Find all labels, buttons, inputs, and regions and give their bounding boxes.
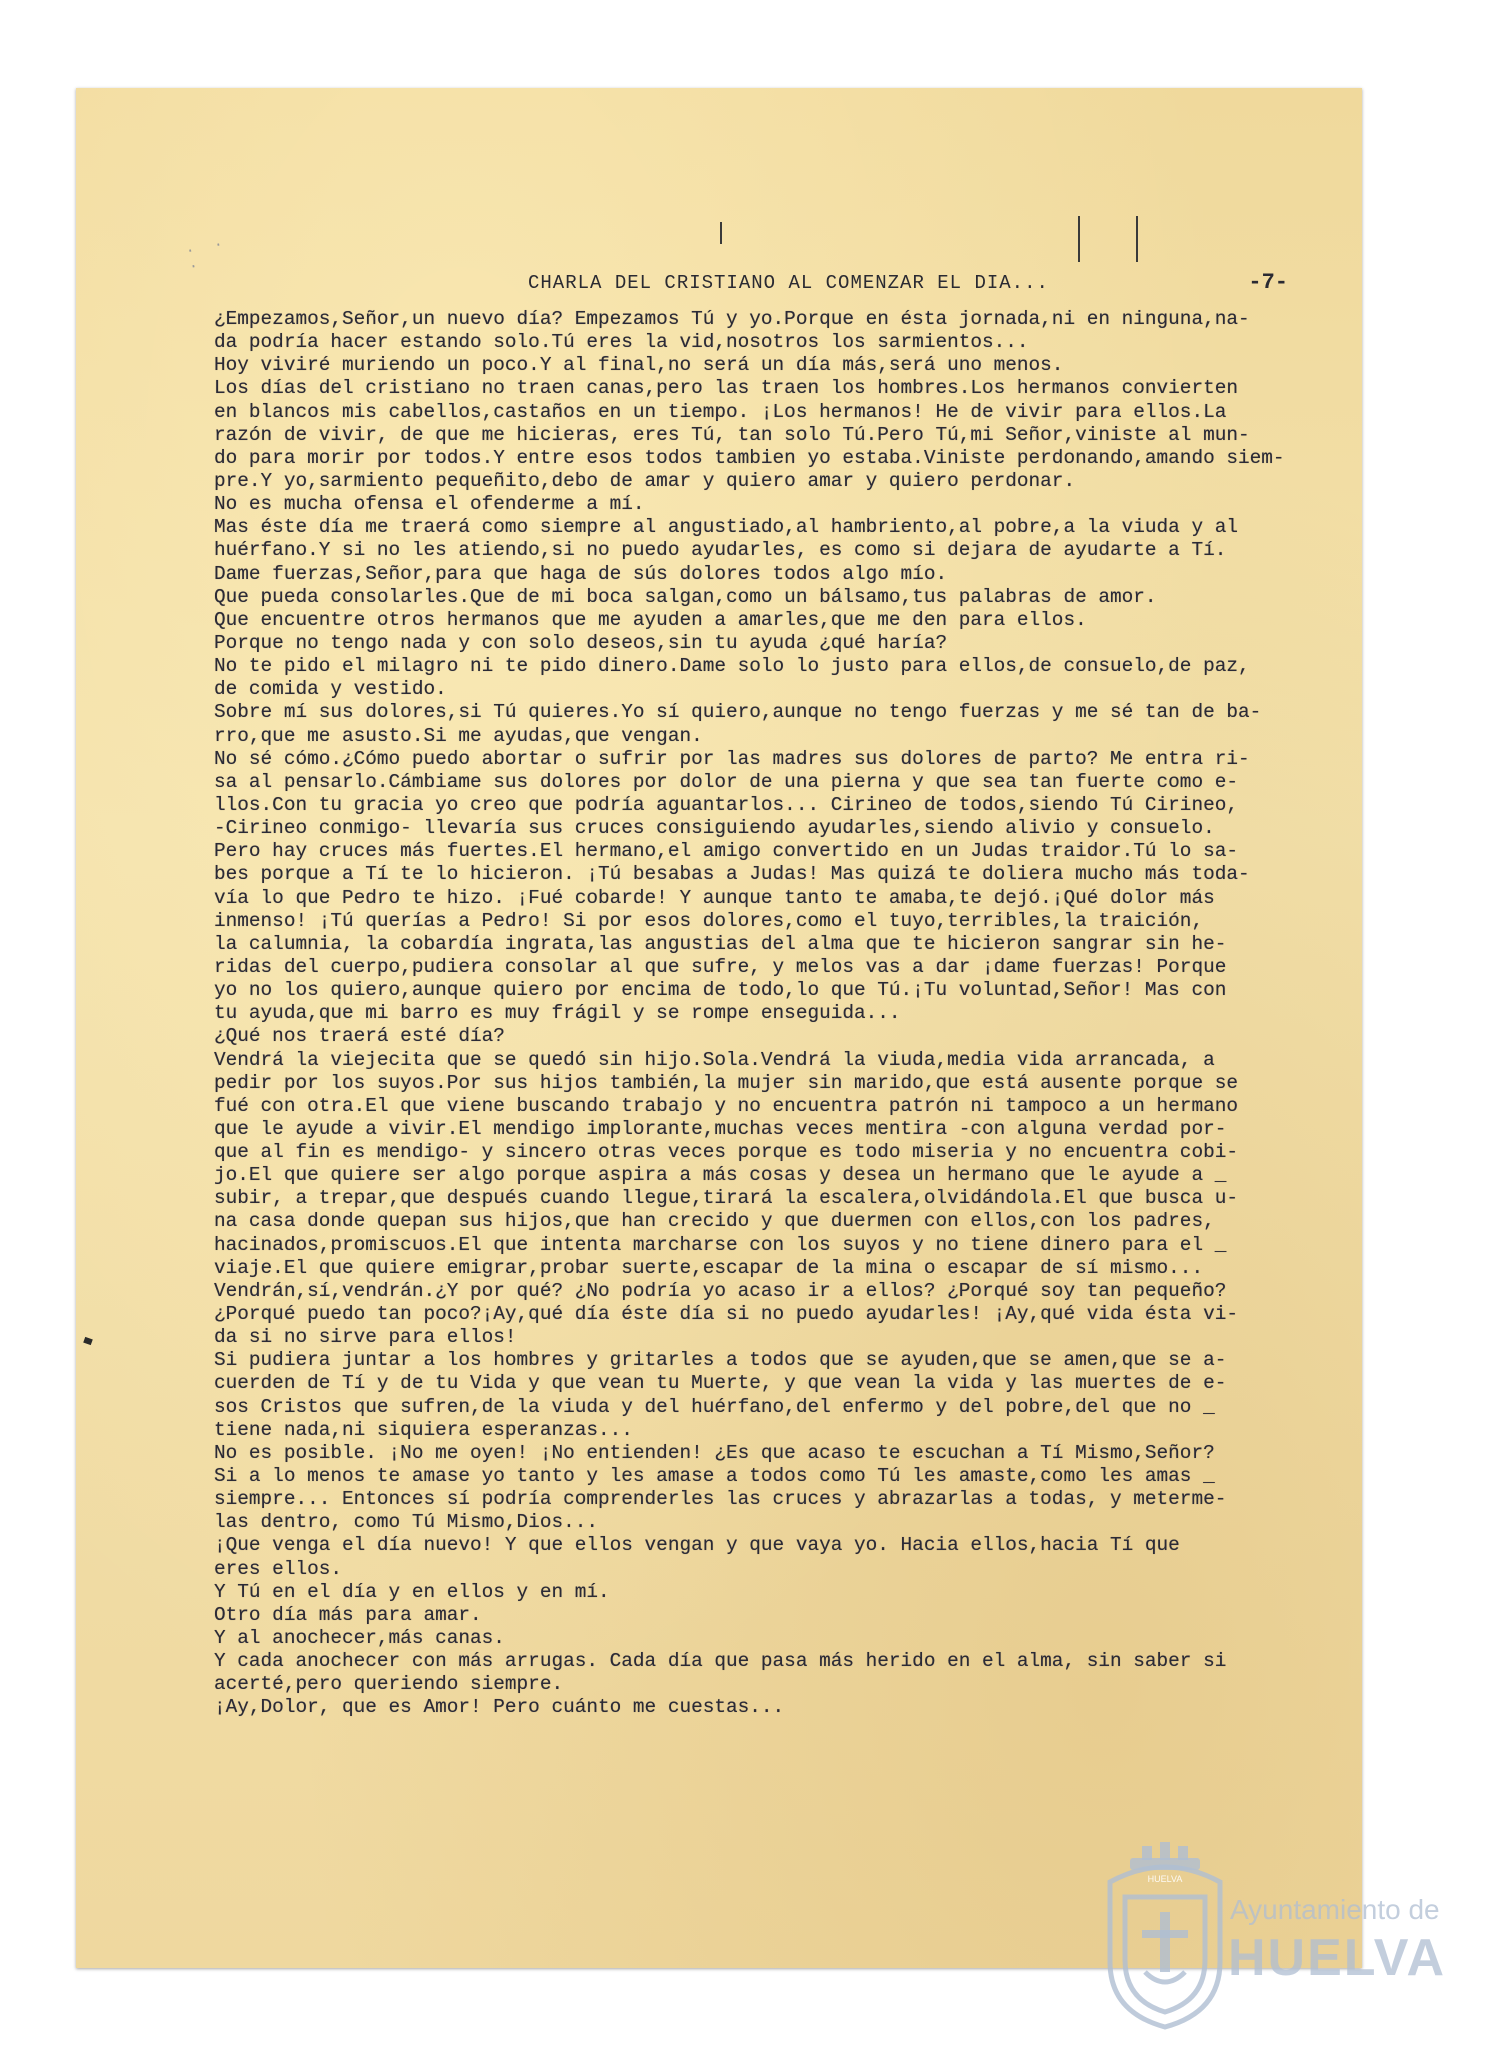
text-line: subir, a trepar,que después cuando llegue,tirará la escalera,olvidándola.El que busca u- [214,1187,1238,1210]
text-line: Porque no tengo nada y con solo deseos,sin tu ayuda ¿qué haría? [214,631,948,654]
text-line: sos Cristos que sufren,de la viuda y del huérfano,del enfermo y del pobre,del que no _ [214,1395,1215,1418]
watermark [1090,1842,1447,2032]
text-line: No es mucha ofensa el ofenderme a mí. [214,493,645,516]
text-line: jo.El que quiere ser algo porque aspira a más cosas y desea un hermano que le ayude a _ [214,1164,1227,1187]
text-line: Vendrán,sí,vendrán.¿Y por qué? ¿No podría yo acaso ir a ellos? ¿Porqué soy tan pequeño? [214,1279,1227,1302]
watermark-line2: HUELVA [1228,1929,1447,1987]
text-line: tiene nada,ni siquiera esperanzas... [214,1418,633,1441]
paper-edge-marks: · · · [184,235,231,276]
text-line: en blancos mis cabellos,castaños en un tiempo. ¡Los hermanos! He de vivir para ellos.La [214,400,1227,423]
text-line: ¿Porqué puedo tan poco?¡Ay,qué día éste día si no puedo ayudarles! ¡Ay,qué vida ésta vi- [214,1303,1238,1326]
text-line: da si no sirve para ellos! [214,1326,517,1349]
text-line: Hoy viviré muriendo un poco.Y al final,no será un día más,será uno menos. [214,354,1064,377]
text-line: ¿Empezamos,Señor,un nuevo día? Empezamos Tú y yo.Porque en ésta jornada,ni en ninguna,na- [214,308,1250,330]
city-seal-icon [1090,1842,1240,2032]
text-line: Y al anochecer,más canas. [214,1627,505,1650]
text-line: llos.Con tu gracia yo creo que podría aguantarlos... Cirineo de todos,siendo Tú Cirineo, [214,793,1238,816]
text-line: Y cada anochecer con más arrugas. Cada día que pasa más herido en el alma, sin saber si [214,1650,1227,1673]
text-line: cuerden de Tí y de tu Vida y que vean tu Muerte, y que vean la vida y las muertes de e- [214,1372,1227,1395]
text-line: bes porque a Tí te lo hicieron. ¡Tú besabas a Judas! Mas quizá te doliera mucho más toda- [214,863,1250,886]
text-line: de comida y vestido. [214,678,447,701]
text-line: que al fin es mendigo- y sincero otras veces porque es todo miseria y no encuentra cobi- [214,1141,1238,1164]
text-line: ¡Ay,Dolor, que es Amor! Pero cuánto me cuestas... [214,1696,785,1719]
text-line: Vendrá la viejecita que se quedó sin hijo.Sola.Vendrá la viuda,media vida arrancada, a [214,1048,1215,1071]
document-body [214,308,1344,1720]
text-line: Que pueda consolarles.Que de mi boca salgan,como un bálsamo,tus palabras de amor. [214,585,1157,608]
text-line: acerté,pero queriendo siempre. [214,1673,564,1696]
text-line: No te pido el milagro ni te pido dinero.Dame solo lo justo para ellos,de consuelo,de paz, [214,655,1250,678]
text-line: yo no los quiero,aunque quiero por encima de todo,lo que Tú.¡Tu voluntad,Señor! Mas con [214,979,1227,1002]
document-title: CHARLA DEL CRISTIANO AL COMENZAR EL DIA... [528,272,1049,294]
text-line: viaje.El que quiere emigrar,probar suerte,escapar de la mina o escapar de sí mismo... [214,1256,1204,1279]
text-line: vía lo que Pedro te hizo. ¡Fué cobarde! Y aunque tanto te amaba,te dejó.¡Qué dolor más [214,886,1215,909]
text-line: da podría hacer estando solo.Tú eres la vid,nosotros los sarmientos... [214,331,1029,354]
text-line: -Cirineo conmigo- llevaría sus cruces consiguiendo ayudarles,siendo alivio y consuelo. [214,817,1215,840]
text-line: Si pudiera juntar a los hombres y gritarles a todos que se ayuden,que se amen,que se a- [214,1349,1227,1372]
text-line: rro,que me asusto.Si me ayudas,que vengan. [214,724,703,747]
text-line: Si a lo menos te amase yo tanto y les amase a todos como Tú les amaste,como les amas _ [214,1465,1215,1488]
text-line: pedir por los suyos.Por sus hijos también,la mujer sin marido,que está ausente porque se [214,1071,1238,1094]
text-line: Que encuentre otros hermanos que me ayuden a amarles,que me den para ellos. [214,608,1087,631]
text-line: ridas del cuerpo,pudiera consolar al que sufre, y melos vas a dar ¡dame fuerzas! Porque [214,955,1227,978]
text-line: Sobre mí sus dolores,si Tú quieres.Yo sí quiero,aunque no tengo fuerzas y me sé tan de ba- [214,701,1262,724]
svg-text:HUELVA: HUELVA [1147,1874,1183,1884]
text-line: las dentro, como Tú Mismo,Dios... [214,1511,598,1534]
text-line: ¡Que venga el día nuevo! Y que ellos vengan y que vaya yo. Hacia ellos,hacia Tí que [214,1534,1180,1557]
text-line: Y Tú en el día y en ellos y en mí. [214,1580,610,1603]
text-line: Los días del cristiano no traen canas,pero las traen los hombres.Los hermanos convierten [214,377,1238,400]
text-line: siempre... Entonces sí podría comprenderles las cruces y abrazarlas a todas, y meterme- [214,1488,1227,1511]
text-line: Otro día más para amar. [214,1603,482,1626]
text-line: Pero hay cruces más fuertes.El hermano,el amigo convertido en un Judas traidor.Tú lo sa- [214,840,1238,863]
paper-mark [1078,216,1080,262]
text-line: No sé cómo.¿Cómo puedo abortar o sufrir por las madres sus dolores de parto? Me entra ri- [214,747,1250,770]
paper-mark [720,222,722,244]
text-line: inmenso! ¡Tú querías a Pedro! Si por esos dolores,como el tuyo,terribles,la traición, [214,909,1204,932]
text-line: sa al pensarlo.Cámbiame sus dolores por dolor de una pierna y que sea tan fuerte como e- [214,770,1238,793]
text-line: do para morir por todos.Y entre esos todos tambien yo estaba.Viniste perdonando,amando siem- [214,446,1285,469]
text-line: eres ellos. [214,1557,342,1580]
text-line: ¿Qué nos traerá esté día? [214,1025,505,1048]
page-number: -7- [1248,270,1288,295]
text-line: tu ayuda,que mi barro es muy frágil y se rompe enseguida... [214,1002,901,1025]
text-line: razón de vivir, de que me hicieras, eres Tú, tan solo Tú.Pero Tú,mi Señor,viniste al mun- [214,423,1250,446]
text-line: la calumnia, la cobardía ingrata,las angustias del alma que te hicieron sangrar sin he- [214,932,1227,955]
text-line: fué con otra.El que viene buscando trabajo y no encuentra patrón ni tampoco a un hermano [214,1094,1238,1117]
text-line: Dame fuerzas,Señor,para que haga de sús dolores todos algo mío. [214,562,948,585]
text-line: hacinados,promiscuos.El que intenta marcharse con los suyos y no tiene dinero para el _ [214,1233,1227,1256]
text-line: Mas éste día me traerá como siempre al angustiado,al hambriento,al pobre,a la viuda y al [214,516,1238,539]
text-line: na casa donde quepan sus hijos,que han crecido y que duermen con ellos,con los padres, [214,1210,1215,1233]
paper-mark [1136,216,1138,262]
text-line: que le ayude a vivir.El mendigo implorante,muchas veces mentira -con alguna verdad por- [214,1117,1227,1140]
text-line: huérfano.Y si no les atiendo,si no puedo ayudarles, es como si dejara de ayudarte a Tí. [214,539,1227,562]
text-line: pre.Y yo,sarmiento pequeñito,debo de amar y quiero amar y quiero perdonar. [214,469,1076,492]
page-header [528,270,1288,300]
text-line: No es posible. ¡No me oyen! ¡No entienden! ¿Es que acaso te escuchan a Tí Mismo,Señor? [214,1441,1215,1464]
watermark-line1: Ayuntamiento de [1230,1894,1440,1925]
